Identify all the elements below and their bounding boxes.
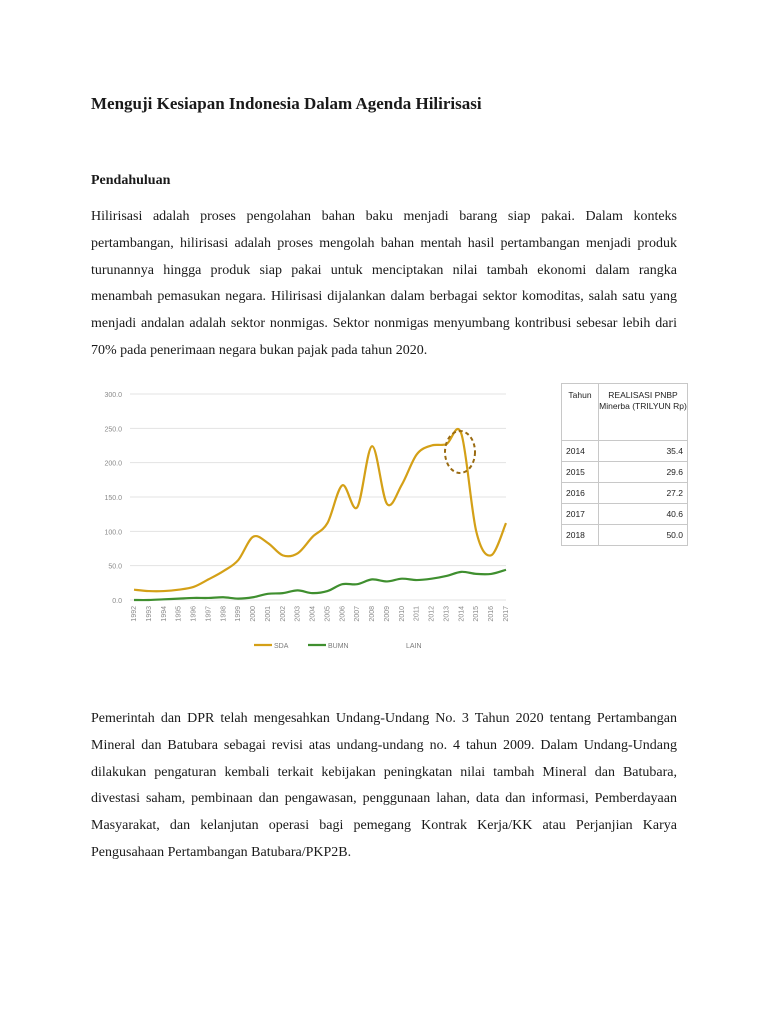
x-tick-label: 2001 bbox=[264, 606, 272, 622]
chart-series bbox=[134, 429, 506, 600]
x-tick-label: 2003 bbox=[294, 606, 302, 622]
law-paragraph: Pemerintah dan DPR telah mengesahkan Undang-Undang No. 3 Tahun 2020 tentang Pertambangan Mineral dan Batubara sebagai revisi atas undang-undang no. 4 tahun 2009. Dalam Undang-Undang dilakukan pengaturan kembali terkait kebijakan peningkatan nilai tambah Mineral dan Batubara, divestasi saham, pembinaan dan pengawasan, penggunaan lahan, data dan informasi, Pemberdayaan Masyarakat, dan kelanjutan operasi bagi pemegang Kontrak Kerja/KK atau Perjanjian Karya Pengusahaan Pertambangan Batubara/PKP2B. bbox=[91, 711, 677, 860]
table-cell-value: 27.2 bbox=[599, 483, 688, 504]
x-tick-label: 1996 bbox=[190, 606, 198, 622]
x-tick-label: 1998 bbox=[220, 606, 228, 622]
x-tick-label: 1997 bbox=[205, 606, 213, 622]
y-tick-label: 150.0 bbox=[104, 495, 122, 502]
x-tick-label: 2012 bbox=[428, 606, 436, 622]
x-tick-label: 1993 bbox=[145, 606, 153, 622]
table-header-row bbox=[562, 384, 688, 441]
series-line-sda bbox=[134, 429, 506, 591]
table-cell-value: 35.4 bbox=[599, 441, 688, 462]
x-tick-label: 2008 bbox=[369, 606, 377, 622]
x-tick-label: 1995 bbox=[175, 606, 183, 622]
table-row bbox=[562, 504, 688, 525]
chart-legend bbox=[254, 643, 422, 650]
table-cell-year: 2018 bbox=[562, 525, 599, 546]
x-tick-label: 1992 bbox=[131, 606, 138, 622]
table-cell-year: 2016 bbox=[562, 483, 599, 504]
legend-label-bumn: BUMN bbox=[328, 643, 349, 650]
table-row bbox=[562, 441, 688, 462]
legend-label-lain: LAIN bbox=[406, 643, 422, 650]
x-tick-label: 2011 bbox=[413, 606, 421, 622]
intro-paragraph: Hilirisasi adalah proses pengolahan bahan baku menjadi barang siap pakai. Dalam konteks pertambangan, hilirisasi adalah proses mengolah bahan mentah hasil pertambangan menjadi produk turunannya hingga produk siap pakai untuk menciptakan nilai tambah ekonomi dalam rangka menambah pemasukan negara. Hilirisasi dijalankan dalam berbagai sektor komoditas, salah satu yang menjadi andalan adalah sektor nonmigas. Sektor nonmigas menyumbang kontribusi sebesar lebih dari 70% pada penerimaan negara bukan pajak pada tahun 2020. bbox=[91, 209, 677, 358]
x-tick-label: 2004 bbox=[309, 606, 317, 622]
y-tick-label: 100.0 bbox=[104, 529, 122, 537]
table-row bbox=[562, 483, 688, 504]
chart-grid bbox=[130, 394, 506, 600]
table-header-year: Tahun bbox=[562, 384, 599, 441]
table-cell-year: 2014 bbox=[562, 441, 599, 462]
legend-label-sda: SDA bbox=[274, 643, 289, 650]
y-tick-label: 0.0 bbox=[112, 598, 122, 605]
document-title: Menguji Kesiapan Indonesia Dalam Agenda Hilirisasi bbox=[91, 94, 482, 113]
table-cell-value: 40.6 bbox=[599, 504, 688, 525]
pnbp-table bbox=[561, 383, 688, 546]
table-header-value: REALISASI PNBP Minerba (TRILYUN Rp) bbox=[599, 384, 688, 441]
highlight-circle bbox=[445, 431, 475, 473]
table-row bbox=[562, 462, 688, 483]
y-tick-label: 300.0 bbox=[104, 392, 122, 399]
x-tick-label: 2009 bbox=[383, 606, 391, 622]
table-cell-year: 2015 bbox=[562, 462, 599, 483]
y-tick-label: 250.0 bbox=[104, 426, 122, 434]
table-row bbox=[562, 525, 688, 546]
series-line-bumn bbox=[134, 570, 506, 600]
table-cell-value: 50.0 bbox=[599, 525, 688, 546]
table-cell-value: 29.6 bbox=[599, 462, 688, 483]
y-tick-labels bbox=[104, 392, 122, 605]
y-tick-label: 200.0 bbox=[104, 460, 122, 468]
section-heading: Pendahuluan bbox=[91, 173, 171, 188]
x-tick-label: 2006 bbox=[339, 606, 347, 622]
pnbp-line-chart bbox=[86, 380, 526, 660]
x-tick-labels bbox=[131, 606, 510, 622]
x-tick-label: 2007 bbox=[354, 606, 362, 622]
x-tick-label: 2016 bbox=[488, 606, 496, 622]
x-tick-label: 2010 bbox=[398, 606, 406, 622]
x-tick-label: 2002 bbox=[279, 606, 287, 622]
x-tick-label: 2005 bbox=[324, 606, 332, 622]
x-tick-label: 1999 bbox=[235, 606, 243, 622]
x-tick-label: 1994 bbox=[160, 606, 168, 622]
x-tick-label: 2000 bbox=[250, 606, 258, 622]
y-tick-label: 50.0 bbox=[108, 563, 122, 571]
x-tick-label: 2014 bbox=[458, 606, 466, 622]
x-tick-label: 2013 bbox=[443, 606, 451, 622]
x-tick-label: 2015 bbox=[473, 606, 481, 622]
table-cell-year: 2017 bbox=[562, 504, 599, 525]
x-tick-label: 2017 bbox=[503, 606, 510, 622]
